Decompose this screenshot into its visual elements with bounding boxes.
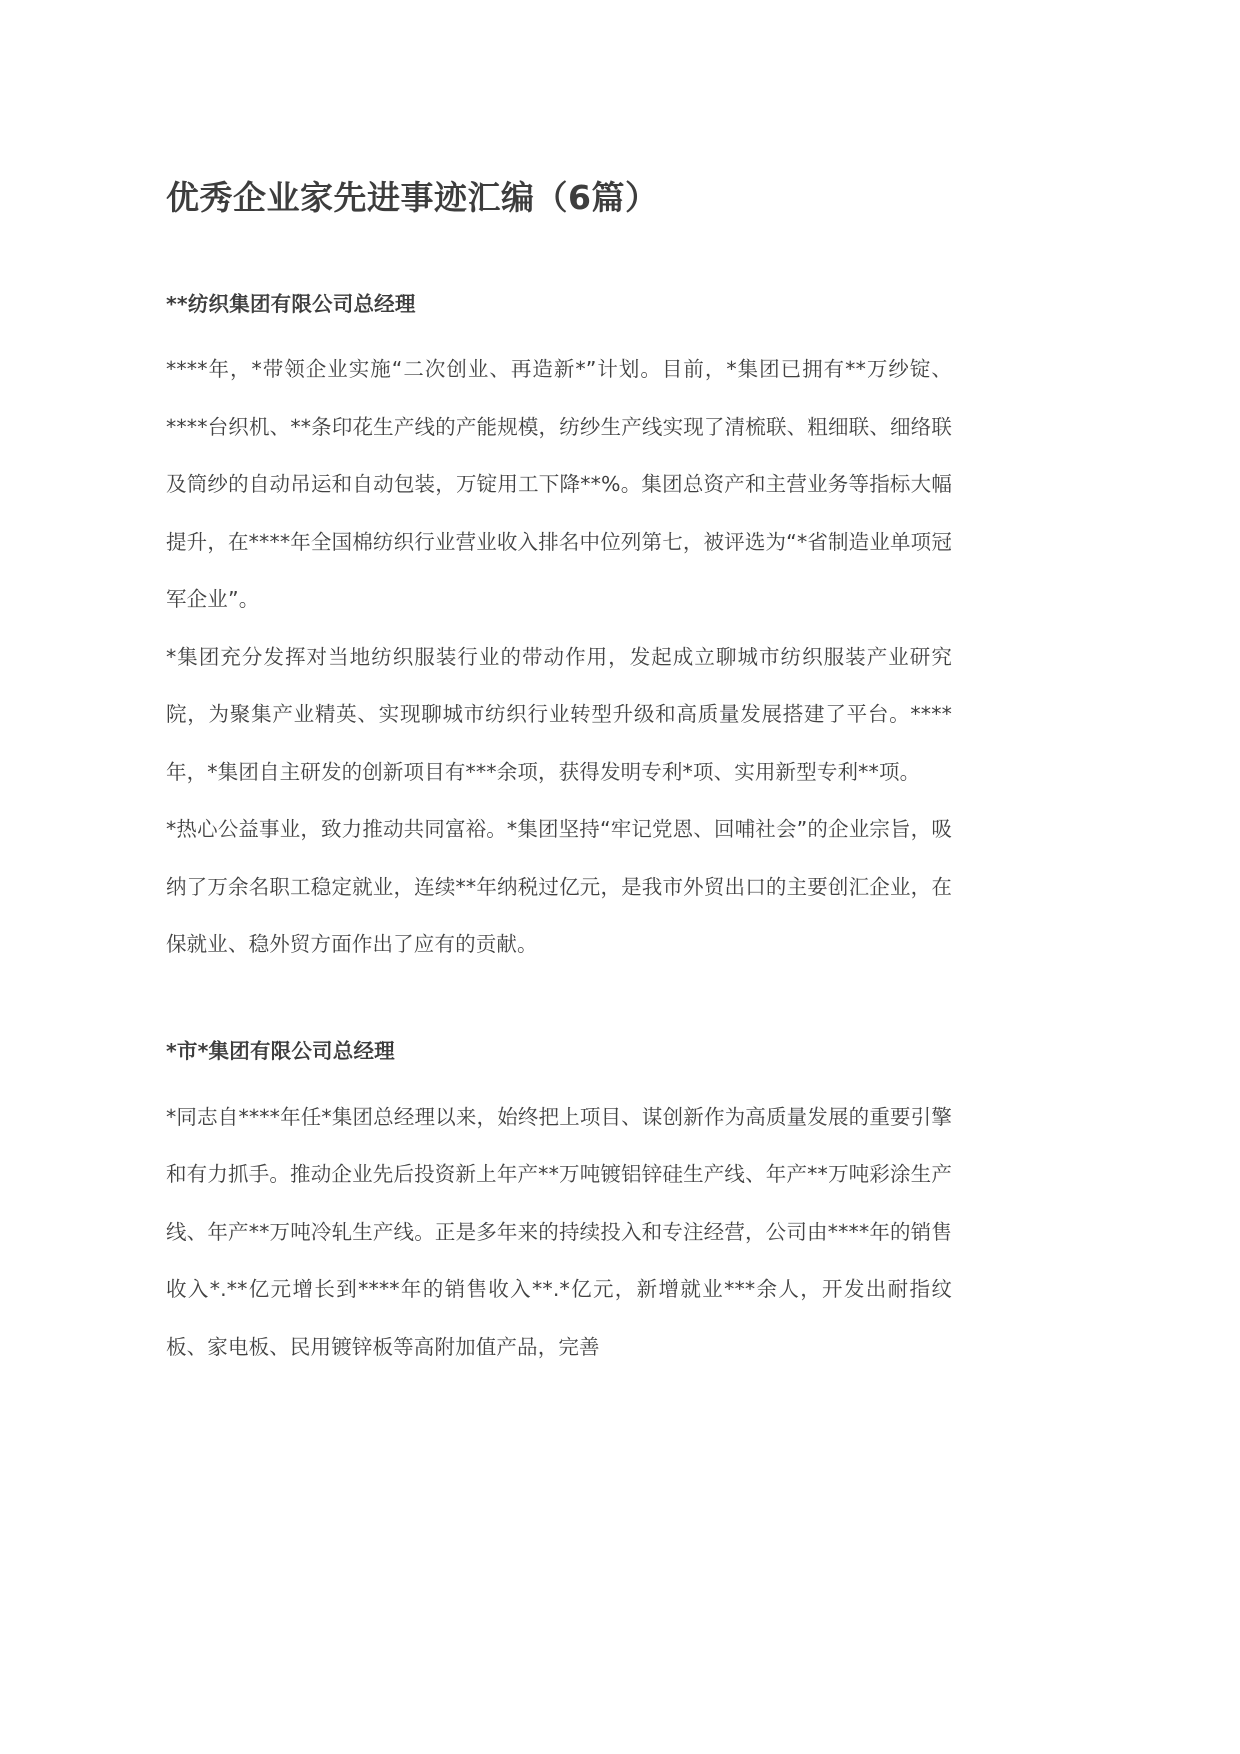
section-1-body <box>166 319 952 974</box>
section-heading-2: *市*集团有限公司总经理 <box>166 1038 395 1063</box>
paragraph: ****年，*带领企业实施“二次创业、再造新*”计划。目前，*集团已拥有**万纱锭、****台织机、**条印花生产线的产能规模，纺纱生产线实现了清梳联、粗细联、细络联及筒纱的自动吊运和自动包装，万锭用工下降**%。集团总资产和主营业务等指标大幅提升，在****年全国棉纺织行业营业收入排名中位列第七，被评选为“*省制造业单项冠军企业”。 <box>166 357 952 612</box>
paragraph: *热心公益事业，致力推动共同富裕。*集团坚持“牢记党恩、回哺社会”的企业宗旨，吸纳了万余名职工稳定就业，连续**年纳税过亿元，是我市外贸出口的主要创汇企业，在保就业、稳外贸方面作出了应有的贡献。 <box>166 817 952 957</box>
page-title: 优秀企业家先进事迹汇编（6篇） <box>166 178 659 217</box>
document-content <box>166 0 952 1376</box>
section-2-body <box>166 1067 952 1377</box>
section-heading-1: **纺织集团有限公司总经理 <box>166 291 416 316</box>
paragraph: *同志自****年任*集团总经理以来，始终把上项目、谋创新作为高质量发展的重要引擎和有力抓手。推动企业先后投资新上年产**万吨镀铝锌硅生产线、年产**万吨彩涂生产线、年产**万吨冷轧生产线。正是多年来的持续投入和专注经营，公司由****年的销售收入*.**亿元增长到****年的销售收入**.*亿元，新增就业***余人，开发出耐指纹板、家电板、民用镀锌板等高附加值产品，完善 <box>166 1104 952 1359</box>
paragraph: *集团充分发挥对当地纺织服装行业的带动作用，发起成立聊城市纺织服装产业研究院，为聚集产业精英、实现聊城市纺织行业转型升级和高质量发展搭建了平台。****年，*集团自主研发的创新项目有***余项，获得发明专利*项、实用新型专利**项。 <box>166 644 952 784</box>
